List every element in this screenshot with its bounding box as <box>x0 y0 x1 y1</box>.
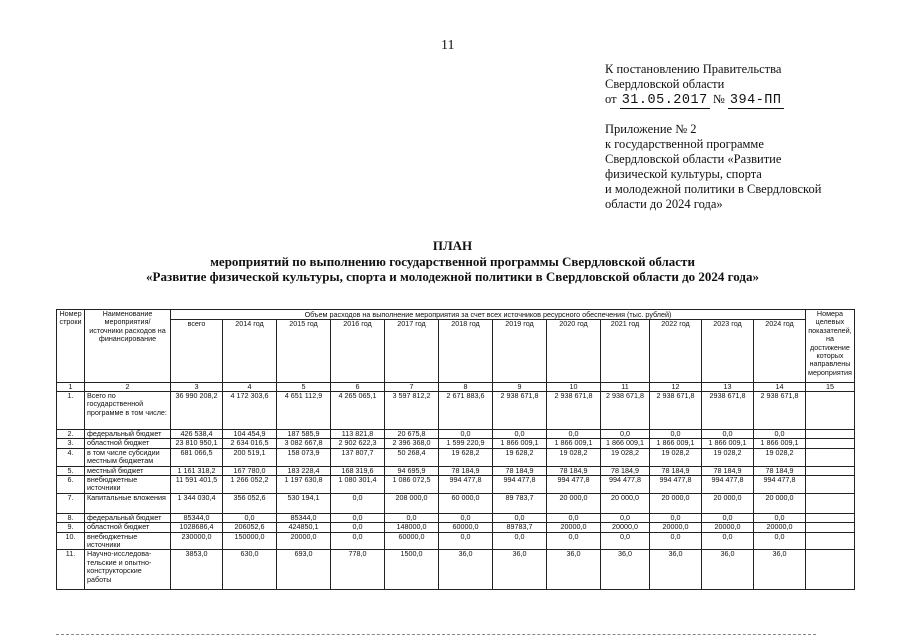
value-year: 2 938 671,8 <box>650 392 702 430</box>
row-name: внебюджетные источники <box>85 476 171 494</box>
value-year: 78 184,9 <box>601 466 650 475</box>
value-year: 994 477,8 <box>650 476 702 494</box>
value-year: 20000,0 <box>702 523 754 532</box>
value-year: 4 651 112,9 <box>277 392 331 430</box>
value-year: 148000,0 <box>385 523 439 532</box>
value-year: 0,0 <box>650 513 702 522</box>
header-year-2024: 2024 год <box>754 320 806 383</box>
header-year-2021: 2021 год <box>601 320 650 383</box>
header-row-2 <box>57 320 855 383</box>
column-index: 2 <box>85 383 171 392</box>
value-total: 426 538,4 <box>171 430 223 439</box>
value-year: 78 184,9 <box>493 466 547 475</box>
plan-subtitle: мероприятий по выполнению государственной программы Свердловской области <box>210 254 695 269</box>
table-row <box>57 430 855 439</box>
value-total: 36 990 208,2 <box>171 392 223 430</box>
row-target-indicators <box>806 523 855 532</box>
row-target-indicators <box>806 392 855 430</box>
header-year-2014: 2014 год <box>223 320 277 383</box>
value-year: 994 477,8 <box>601 476 650 494</box>
value-year: 1 197 630,8 <box>277 476 331 494</box>
row-name: областной бюджет <box>85 439 171 448</box>
value-year: 20000,0 <box>277 532 331 550</box>
value-year: 994 477,8 <box>439 476 493 494</box>
value-year: 60000,0 <box>439 523 493 532</box>
table-row <box>57 476 855 494</box>
value-year: 2 634 016,5 <box>223 439 277 448</box>
value-year: 20 000,0 <box>754 493 806 513</box>
resolution-date-line <box>605 92 895 108</box>
value-year: 19 028,2 <box>547 448 601 466</box>
appendix-line-3: Свердловской области «Развитие <box>605 152 782 166</box>
value-year: 85344,0 <box>277 513 331 522</box>
value-year: 530 194,1 <box>277 493 331 513</box>
value-total: 230000,0 <box>171 532 223 550</box>
value-year: 0,0 <box>702 430 754 439</box>
value-year: 200 519,1 <box>223 448 277 466</box>
row-number: 2. <box>57 430 85 439</box>
row-name: федеральный бюджет <box>85 513 171 522</box>
row-number: 11. <box>57 550 85 590</box>
row-name: Всего по государственной программе в том числе: <box>85 392 171 430</box>
value-year: 150000,0 <box>223 532 277 550</box>
column-index: 11 <box>601 383 650 392</box>
value-year: 0,0 <box>493 513 547 522</box>
row-number: 9. <box>57 523 85 532</box>
row-target-indicators <box>806 439 855 448</box>
value-year: 4 265 065,1 <box>331 392 385 430</box>
value-year: 1 080 301,4 <box>331 476 385 494</box>
column-index: 5 <box>277 383 331 392</box>
value-year: 0,0 <box>601 532 650 550</box>
column-index: 9 <box>493 383 547 392</box>
value-year: 1 866 009,1 <box>650 439 702 448</box>
appendix-line-4: физической культуры, спорта <box>605 167 762 181</box>
page-number: 11 <box>441 38 455 53</box>
table-row <box>57 532 855 550</box>
plan-table <box>56 309 855 590</box>
value-year: 0,0 <box>702 532 754 550</box>
row-target-indicators <box>806 430 855 439</box>
row-name: областной бюджет <box>85 523 171 532</box>
header-year-2020: 2020 год <box>547 320 601 383</box>
header-year-2022: 2022 год <box>650 320 702 383</box>
column-index: 10 <box>547 383 601 392</box>
value-year: 137 807,7 <box>331 448 385 466</box>
plan-title: ПЛАН <box>432 238 473 253</box>
value-year: 1 599 220,9 <box>439 439 493 448</box>
row-target-indicators <box>806 493 855 513</box>
resolution-line-2: Свердловской области <box>605 77 725 91</box>
value-year: 36,0 <box>493 550 547 590</box>
value-year: 20000,0 <box>754 523 806 532</box>
value-year: 183 228,4 <box>277 466 331 475</box>
value-year: 0,0 <box>650 430 702 439</box>
value-year: 1 866 009,1 <box>547 439 601 448</box>
value-year: 36,0 <box>547 550 601 590</box>
row-name: Капитальные вложения <box>85 493 171 513</box>
value-year: 0,0 <box>547 532 601 550</box>
row-target-indicators <box>806 476 855 494</box>
value-year: 78 184,9 <box>650 466 702 475</box>
appendix-line-5: и молодежной политики в Свердловской <box>605 182 822 196</box>
column-index: 13 <box>702 383 754 392</box>
header-row-1 <box>57 310 855 320</box>
value-year: 778,0 <box>331 550 385 590</box>
value-year: 20 000,0 <box>601 493 650 513</box>
value-year: 60 000,0 <box>439 493 493 513</box>
value-year: 0,0 <box>601 513 650 522</box>
resolution-reference <box>605 62 895 108</box>
value-year: 20 675,8 <box>385 430 439 439</box>
value-year: 994 477,8 <box>754 476 806 494</box>
value-year: 2 938 671,8 <box>754 392 806 430</box>
value-year: 0,0 <box>331 523 385 532</box>
value-year: 19 028,2 <box>754 448 806 466</box>
value-year: 167 780,0 <box>223 466 277 475</box>
table-row <box>57 392 855 430</box>
column-index: 6 <box>331 383 385 392</box>
value-year: 20 000,0 <box>547 493 601 513</box>
value-year: 0,0 <box>439 532 493 550</box>
row-target-indicators <box>806 448 855 466</box>
value-year: 1 086 072,5 <box>385 476 439 494</box>
value-year: 19 028,2 <box>601 448 650 466</box>
value-year: 2 938 671,8 <box>601 392 650 430</box>
value-year: 36,0 <box>650 550 702 590</box>
value-year: 630,0 <box>223 550 277 590</box>
value-year: 20000,0 <box>601 523 650 532</box>
header-year-2017: 2017 год <box>385 320 439 383</box>
value-year: 60000,0 <box>385 532 439 550</box>
value-year: 0,0 <box>702 513 754 522</box>
header-year-2019: 2019 год <box>493 320 547 383</box>
value-year: 20 000,0 <box>702 493 754 513</box>
value-total: 1 344 030,4 <box>171 493 223 513</box>
column-index: 3 <box>171 383 223 392</box>
value-total: 23 810 950,1 <box>171 439 223 448</box>
header-row-number: Номер строки <box>57 310 85 383</box>
value-year: 208 000,0 <box>385 493 439 513</box>
value-year: 994 477,8 <box>702 476 754 494</box>
row-number: 10. <box>57 532 85 550</box>
value-year: 89783,7 <box>493 523 547 532</box>
table-row <box>57 448 855 466</box>
table-row <box>57 493 855 513</box>
value-total: 681 066,5 <box>171 448 223 466</box>
value-year: 206052,6 <box>223 523 277 532</box>
value-year: 0,0 <box>385 513 439 522</box>
row-number: 4. <box>57 448 85 466</box>
value-year: 20000,0 <box>650 523 702 532</box>
value-year: 4 172 303,6 <box>223 392 277 430</box>
value-year: 2 671 883,6 <box>439 392 493 430</box>
value-year: 168 319,6 <box>331 466 385 475</box>
value-year: 0,0 <box>223 513 277 522</box>
value-year: 89 783,7 <box>493 493 547 513</box>
value-year: 0,0 <box>331 532 385 550</box>
value-year: 1 866 009,1 <box>754 439 806 448</box>
value-year: 1500,0 <box>385 550 439 590</box>
column-index: 12 <box>650 383 702 392</box>
row-name: федеральный бюджет <box>85 430 171 439</box>
appendix-reference <box>605 122 895 212</box>
program-name: «Развитие физической культуры, спорта и молодежной политики в Свердловской области до 2024 года» <box>146 269 759 284</box>
value-year: 19 628,2 <box>493 448 547 466</box>
value-year: 2 938 671,8 <box>547 392 601 430</box>
column-index: 1 <box>57 383 85 392</box>
value-year: 0,0 <box>493 430 547 439</box>
value-year: 0,0 <box>439 513 493 522</box>
resolution-line-1: К постановлению Правительства <box>605 62 782 76</box>
value-year: 104 454,9 <box>223 430 277 439</box>
value-year: 2 396 368,0 <box>385 439 439 448</box>
column-index: 7 <box>385 383 439 392</box>
value-year: 0,0 <box>754 430 806 439</box>
value-year: 0,0 <box>754 513 806 522</box>
row-number: 5. <box>57 466 85 475</box>
appendix-line-1: Приложение № 2 <box>605 122 697 136</box>
value-year: 0,0 <box>547 513 601 522</box>
value-year: 78 184,9 <box>702 466 754 475</box>
value-year: 19 628,2 <box>439 448 493 466</box>
header-year-2016: 2016 год <box>331 320 385 383</box>
value-year: 2938 671,8 <box>702 392 754 430</box>
column-index: 14 <box>754 383 806 392</box>
value-year: 0,0 <box>601 430 650 439</box>
value-year: 36,0 <box>601 550 650 590</box>
value-year: 113 821,8 <box>331 430 385 439</box>
appendix-line-2: к государственной программе <box>605 137 764 151</box>
value-year: 20 000,0 <box>650 493 702 513</box>
value-total: 3853,0 <box>171 550 223 590</box>
value-total: 1 161 318,2 <box>171 466 223 475</box>
header-year-2015: 2015 год <box>277 320 331 383</box>
value-year: 1 866 009,1 <box>601 439 650 448</box>
value-year: 2 938 671,8 <box>493 392 547 430</box>
number-sign: № <box>712 92 725 106</box>
value-year: 0,0 <box>493 532 547 550</box>
value-year: 50 268,4 <box>385 448 439 466</box>
row-target-indicators <box>806 532 855 550</box>
value-year: 424850,1 <box>277 523 331 532</box>
value-year: 0,0 <box>331 513 385 522</box>
page-bottom-edge <box>56 634 816 635</box>
row-target-indicators <box>806 466 855 475</box>
row-name: внебюджетные источники <box>85 532 171 550</box>
header-total: всего <box>171 320 223 383</box>
value-year: 36,0 <box>702 550 754 590</box>
value-year: 3 597 812,2 <box>385 392 439 430</box>
header-target-indicators: Номера целевых показателей, на достижение которых направлены мероприятия <box>806 310 855 383</box>
header-name: Наименование мероприятия/ источники расходов на финансирование <box>85 310 171 383</box>
row-target-indicators <box>806 513 855 522</box>
row-number: 1. <box>57 392 85 430</box>
row-number: 7. <box>57 493 85 513</box>
table-row <box>57 513 855 522</box>
value-year: 36,0 <box>439 550 493 590</box>
value-year: 94 695,9 <box>385 466 439 475</box>
table-row <box>57 439 855 448</box>
value-total: 85344,0 <box>171 513 223 522</box>
row-target-indicators <box>806 550 855 590</box>
resolution-date: 31.05.2017 <box>621 93 708 108</box>
appendix-line-6: области до 2024 года» <box>605 197 723 211</box>
value-year: 693,0 <box>277 550 331 590</box>
date-prefix: от <box>605 92 617 106</box>
value-year: 994 477,8 <box>547 476 601 494</box>
value-total: 1028686,4 <box>171 523 223 532</box>
value-year: 0,0 <box>547 430 601 439</box>
value-year: 19 028,2 <box>650 448 702 466</box>
resolution-number: 394-ПП <box>729 93 782 108</box>
table-row <box>57 466 855 475</box>
column-index: 8 <box>439 383 493 392</box>
header-year-2018: 2018 год <box>439 320 493 383</box>
table-row <box>57 523 855 532</box>
value-year: 20000,0 <box>547 523 601 532</box>
value-year: 2 902 622,3 <box>331 439 385 448</box>
row-name: Научно-исследова-тельские и опытно-конструкторские работы <box>85 550 171 590</box>
value-year: 356 052,6 <box>223 493 277 513</box>
value-year: 1 866 009,1 <box>493 439 547 448</box>
table-row <box>57 550 855 590</box>
row-number: 6. <box>57 476 85 494</box>
row-name: местный бюджет <box>85 466 171 475</box>
column-index-row <box>57 383 855 392</box>
value-year: 158 073,9 <box>277 448 331 466</box>
value-year: 36,0 <box>754 550 806 590</box>
value-year: 78 184,9 <box>547 466 601 475</box>
value-year: 0,0 <box>439 430 493 439</box>
value-year: 0,0 <box>754 532 806 550</box>
value-year: 994 477,8 <box>493 476 547 494</box>
value-year: 187 585,9 <box>277 430 331 439</box>
column-index: 4 <box>223 383 277 392</box>
value-year: 1 866 009,1 <box>702 439 754 448</box>
row-number: 8. <box>57 513 85 522</box>
header-expenses-group: Объем расходов на выполнение мероприятия за счет всех источников ресурсного обеспечения (тыс. рублей) <box>171 310 806 320</box>
row-number: 3. <box>57 439 85 448</box>
value-year: 19 028,2 <box>702 448 754 466</box>
value-year: 78 184,9 <box>754 466 806 475</box>
header-year-2023: 2023 год <box>702 320 754 383</box>
value-year: 78 184,9 <box>439 466 493 475</box>
value-year: 0,0 <box>650 532 702 550</box>
column-index: 15 <box>806 383 855 392</box>
value-year: 1 266 052,2 <box>223 476 277 494</box>
value-year: 0,0 <box>331 493 385 513</box>
value-year: 3 082 667,8 <box>277 439 331 448</box>
row-name: в том числе субсидии местным бюджетам <box>85 448 171 466</box>
value-total: 11 591 401,5 <box>171 476 223 494</box>
table-body <box>57 392 855 590</box>
